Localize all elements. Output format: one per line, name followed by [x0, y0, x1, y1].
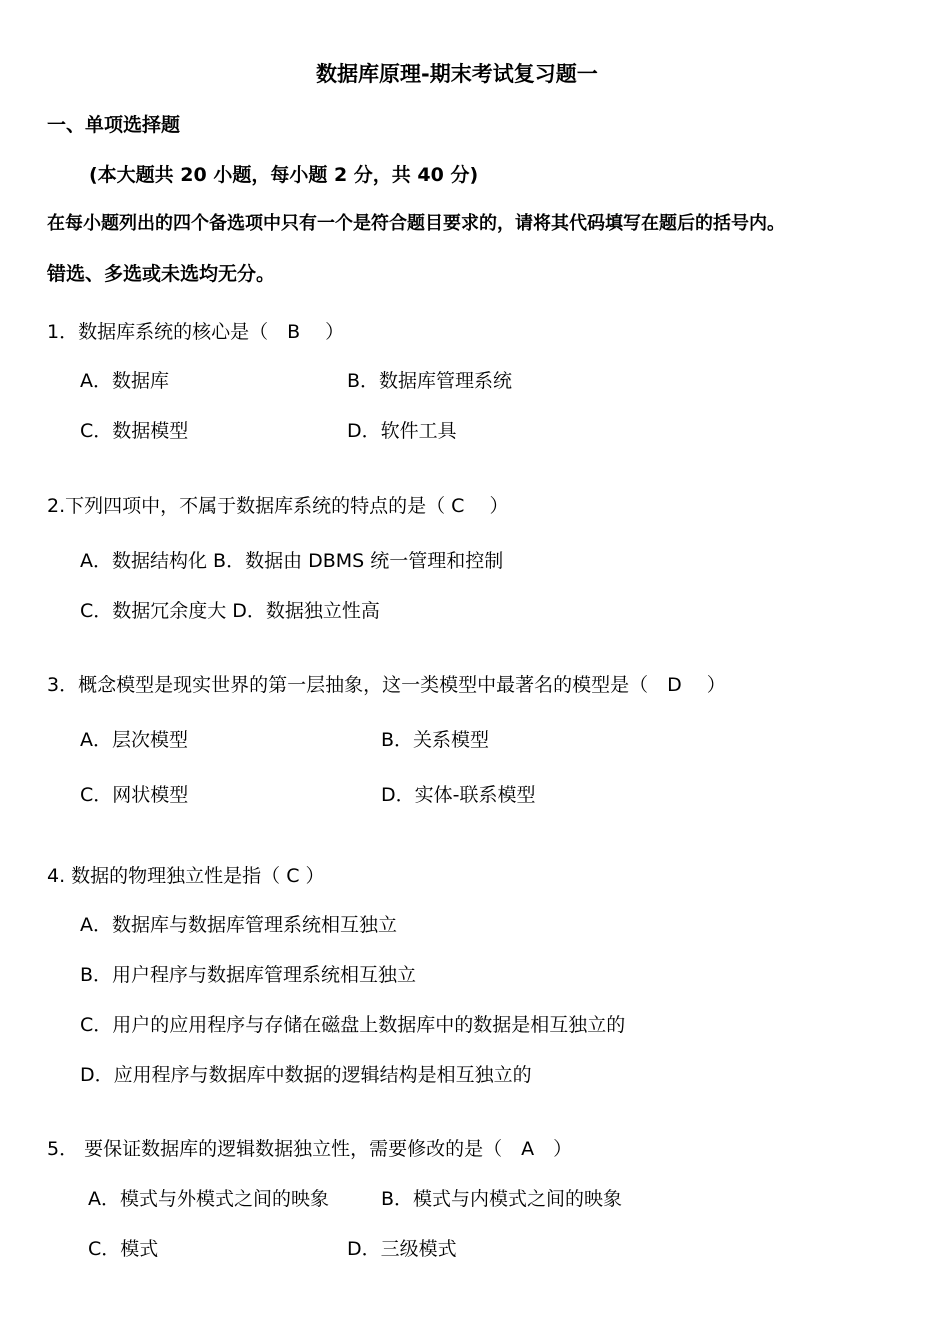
question-1-option-b: B．数据库管理系统 — [347, 370, 513, 392]
page-title: 数据库原理-期末考试复习题一 — [316, 62, 598, 86]
question-5-option-c: C．模式 — [88, 1238, 159, 1260]
question-5-option-b: B．模式与内模式之间的映象 — [381, 1188, 623, 1210]
section-note: (本大题共 20 小题，每小题 2 分，共 40 分) — [89, 164, 479, 186]
question-5-stem: 5． 要保证数据库的逻辑数据独立性，需要修改的是（ A ） — [47, 1138, 573, 1160]
question-1-stem: 1．数据库系统的核心是（ B ） — [47, 321, 345, 343]
question-4-option-b: B．用户程序与数据库管理系统相互独立 — [80, 964, 417, 986]
question-3-option-c: C．网状模型 — [80, 784, 189, 806]
question-3-option-d: D．实体-联系模型 — [381, 784, 536, 806]
question-4-stem: 4. 数据的物理独立性是指（ C ） — [47, 865, 325, 887]
question-3-option-a: A．层次模型 — [80, 729, 188, 751]
question-3-stem: 3．概念模型是现实世界的第一层抽象，这一类模型中最著名的模型是（ D ） — [47, 674, 726, 696]
question-3-option-b: B．关系模型 — [381, 729, 490, 751]
question-5-option-d: D．三级模式 — [347, 1238, 457, 1260]
question-2-options-line-2: C．数据冗余度大 D．数据独立性高 — [80, 600, 380, 622]
instruction-line-2: 错选、多选或未选均无分。 — [47, 263, 276, 285]
question-5-option-a: A．模式与外模式之间的映象 — [88, 1188, 329, 1210]
question-4-option-d: D．应用程序与数据库中数据的逻辑结构是相互独立的 — [80, 1064, 532, 1086]
instruction-line-1: 在每小题列出的四个备选项中只有一个是符合题目要求的，请将其代码填写在题后的括号内。 — [47, 213, 785, 234]
question-2-options-line-1: A．数据结构化 B．数据由 DBMS 统一管理和控制 — [80, 550, 504, 572]
question-1-option-c: C．数据模型 — [80, 420, 189, 442]
question-1-option-a: A．数据库 — [80, 370, 169, 392]
question-4-option-c: C．用户的应用程序与存储在磁盘上数据库中的数据是相互独立的 — [80, 1014, 626, 1036]
question-1-option-d: D．软件工具 — [347, 420, 457, 442]
question-4-option-a: A．数据库与数据库管理系统相互独立 — [80, 914, 397, 936]
question-2-stem: 2.下列四项中，不属于数据库系统的特点的是（ C ） — [47, 495, 509, 517]
section-heading: 一、单项选择题 — [47, 114, 181, 136]
